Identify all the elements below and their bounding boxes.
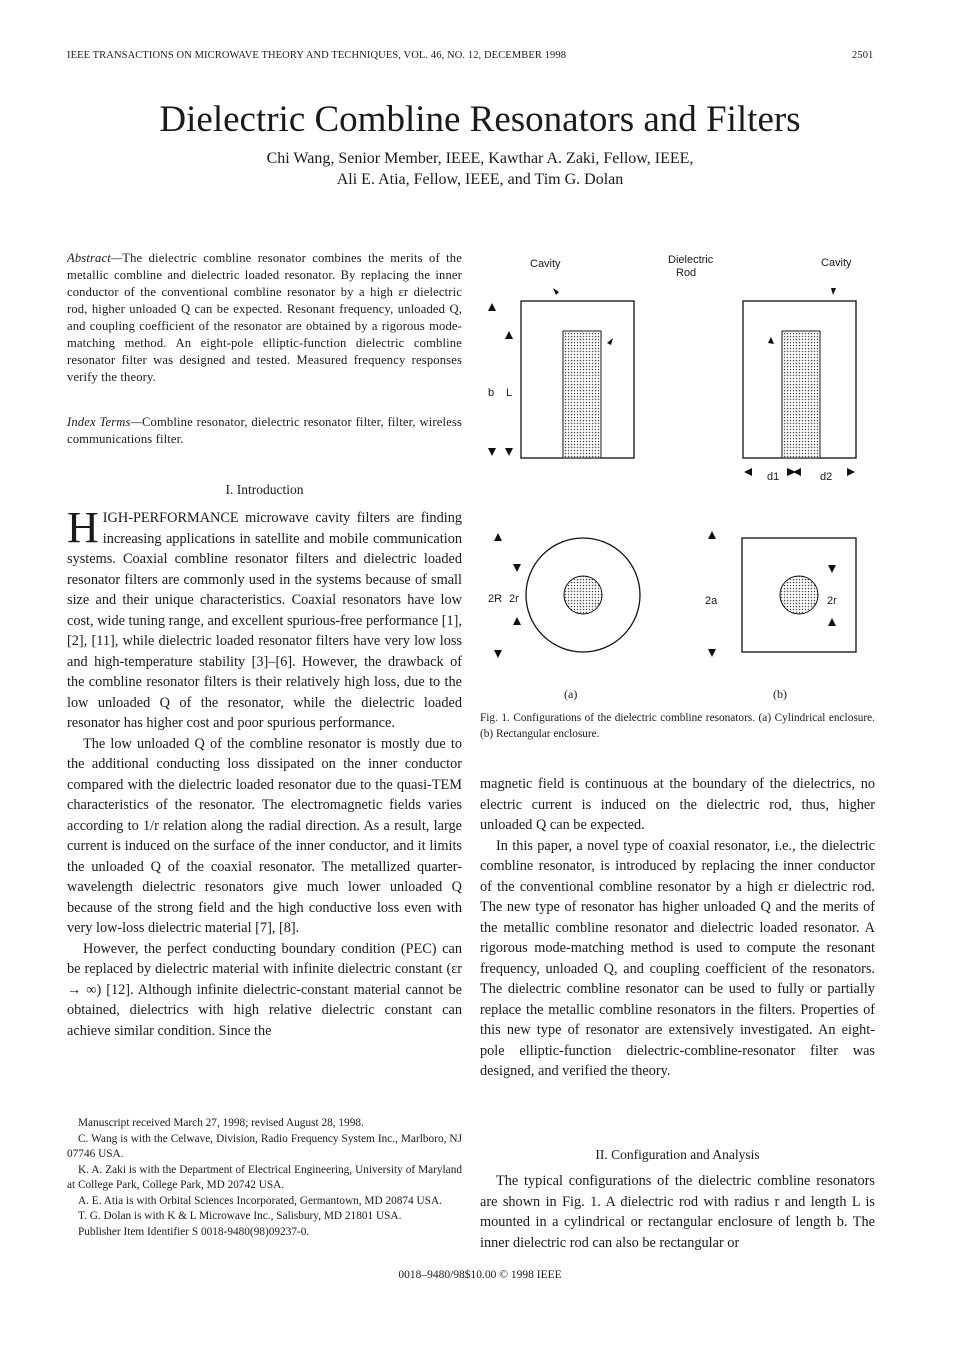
dim-arrow-b-top	[488, 303, 496, 311]
abstract-label: Abstract—	[67, 251, 123, 265]
dim-arrow-L-bottom	[505, 448, 513, 456]
rod-a-side	[563, 331, 601, 458]
dim-arrow-2r-a-top	[513, 564, 521, 572]
sublabel-b: (b)	[773, 687, 787, 701]
footnote-wang: C. Wang is with the Celwave, Division, Radio Frequency System Inc., Marlboro, NJ 07746 USA.	[67, 1132, 462, 1160]
abstract-text: The dielectric combline resonator combines the merits of the metallic combline and dielectric loaded resonator. By replacing the inner conductor of the conventional combline resonator by a high εr dielectric rod, higher unloaded Q can be expected. Resonant frequency, unloaded Q, and coupling coefficient of the resonator are obtained by a rigorous mode-matching method. An eight-pole elliptic-function dielectric combline resonator filter was designed and tested. Measured frequency responses verify the theory.	[67, 251, 462, 384]
page-number: 2501	[852, 50, 874, 61]
dim-arrow-b-bottom	[488, 448, 496, 456]
intro-paragraph-2: The low unloaded Q of the combline resonator is mostly due to the additional conducting loss dissipated on the inner conductor compared with the dielectric loaded resonator due to the quasi-TEM characteristics of the resonator. The electromagnetic fields varies according to 1/r relation along the radial direction. As a result, large current is induced on the surface of the inner conductor, and it limits the unloaded Q of the coaxial resonator. The metallized quarter-wavelength dielectric resonators give much lower unloaded Q because of the strong field and the high conductive loss even with very low-loss dielectric material [7], [8].	[67, 735, 462, 936]
dim-arrow-2a-bottom	[708, 649, 716, 657]
label-d2: d2	[820, 471, 833, 483]
dim-arrow-d2-right	[847, 468, 855, 476]
label-d1: d1	[767, 471, 780, 483]
pointer-arrow-rod-a	[607, 338, 613, 345]
abstract	[67, 250, 462, 386]
dim-arrow-2R-top	[494, 533, 502, 541]
drop-cap: H	[67, 503, 99, 552]
running-header: IEEE TRANSACTIONS ON MICROWAVE THEORY AND TECHNIQUES, VOL. 46, NO. 12, DECEMBER 1998	[67, 50, 567, 61]
intro-p1-text: IGH-PERFORMANCE microwave cavity filters are finding increasing applications in satellite and mobile communication systems. Coaxial combline resonator filters and dielectric loaded resonator filters are commonly used in the systems because of small size and their unique characteristics. Coaxial resonators have low cost, wide tuning range, and excellent spurious-free performance [1], [2], [11], while dielectric loaded resonator filters have very low loss and high-temperature stability [3]–[6]. However, the drawback of the combline resonator filters is their relatively high loss, due to the low unloaded Q of the resonator, while the dielectric loaded resonator has higher cost and poor spurious performance.	[67, 510, 462, 731]
pointer-arrow-rod-b	[768, 337, 774, 344]
label-L: L	[506, 387, 513, 399]
dim-arrow-2a-top	[708, 531, 716, 539]
label-2a: 2a	[705, 595, 718, 607]
right-paragraph-1: In this paper, a novel type of coaxial resonator, i.e., the dielectric combline resonator, is introduced by replacing the inner conductor of the conventional combline resonator by a high εr dielectric rod. The new type of resonator has higher unloaded Q and the merits of the metallic combline resonator and dielectric loaded resonator. A rigorous mode-matching method is used to compute the resonant frequency, unloaded Q, and coupling coefficient of the resonators. The dielectric combline resonator can be used to fully or partially replace the metallic combline resonators in the filters. Properties of this new type of resonator are extensively investigated. An eight-pole elliptic-function dielectric-combline-resonator filter was designed, and verified the theory.	[480, 837, 875, 1079]
intro-paragraph-1	[67, 503, 462, 734]
sublabel-a: (a)	[564, 687, 578, 701]
dim-arrow-2r-b-bottom	[828, 618, 836, 626]
pointer-arrow-cavity-left	[553, 288, 559, 295]
authors-line-1: Chi Wang, Senior Member, IEEE, Kawthar A. Zaki, Fellow, IEEE,	[266, 150, 694, 167]
index-terms	[67, 414, 462, 448]
rod-b-side	[782, 331, 820, 458]
footnote-zaki: K. A. Zaki is with the Department of Electrical Engineering, University of Maryland at College Park, College Park, MD 20742 USA.	[67, 1163, 462, 1191]
paper-title: Dielectric Combline Resonators and Filters	[159, 99, 801, 140]
section2-body	[480, 1171, 875, 1253]
footnote-publisher-id: Publisher Item Identifier S 0018-9480(98)09237-0.	[78, 1225, 310, 1238]
dim-arrow-d1-left	[744, 468, 752, 476]
footnote-dolan: T. G. Dolan is with K & L Microwave Inc., Salisbury, MD 21801 USA.	[78, 1210, 402, 1222]
footnote-received: Manuscript received March 27, 1998; revised August 28, 1998.	[78, 1117, 364, 1129]
label-rod: Rod	[676, 267, 697, 279]
section-heading-configuration: II. Configuration and Analysis	[595, 1147, 760, 1162]
intro-paragraph-3: However, the perfect conducting boundary condition (PEC) can be replaced by dielectric material with infinite dielectric constant (εr → ∞) [12]. Although infinite dielectric-constant material cannot be obtained, dielectrics with high relative dielectric constant can achieve similar condition. Since the	[67, 940, 462, 1039]
dim-arrow-2r-a-bottom	[513, 617, 521, 625]
footnote-atia: A. E. Atia is with Orbital Sciences Incorporated, Germantown, MD 20874 USA.	[78, 1194, 442, 1207]
label-2r-b: 2r	[827, 595, 837, 607]
dim-arrow-L-top	[505, 331, 513, 339]
right-paragraph-continued: magnetic field is continuous at the boundary of the dielectrics, no electric current is induced on the dielectric rod, thus, higher unloaded Q can be expected.	[480, 776, 875, 833]
section-heading-introduction: I. Introduction	[225, 482, 304, 497]
label-b: b	[488, 387, 495, 399]
figure-1-caption: Fig. 1. Configurations of the dielectric combline resonators. (a) Cylindrical enclosure. (b) Rectangular enclosure.	[480, 712, 875, 740]
authors-line-2: Ali E. Atia, Fellow, IEEE, and Tim G. Dolan	[336, 171, 624, 188]
figure-1-diagram	[480, 248, 880, 708]
footnotes	[67, 1116, 462, 1240]
section2-paragraph-1: The typical configurations of the dielectric combline resonators are shown in Fig. 1. A dielectric rod with radius r and length L is mounted in a cylindrical or rectangular enclosure of length b. The inner dielectric rod can also be rectangular or	[480, 1173, 875, 1251]
index-terms-text: Combline resonator, dielectric resonator filter, filter, wireless communications filter.	[67, 415, 462, 446]
dim-arrow-d2-left	[793, 468, 801, 476]
dim-arrow-2r-b-top	[828, 565, 836, 573]
rod-b-top	[780, 576, 818, 614]
intro-body	[67, 503, 462, 1041]
label-2R: 2R	[488, 593, 503, 605]
copyright-line: 0018–9480/98$10.00 © 1998 IEEE	[398, 1269, 562, 1281]
rod-a-top	[564, 576, 602, 614]
label-cavity-left: Cavity	[530, 258, 561, 270]
pointer-arrow-cavity-right	[831, 288, 836, 295]
label-cavity-right: Cavity	[821, 257, 852, 269]
right-column-body	[480, 774, 875, 1082]
label-2r-a: 2r	[509, 593, 519, 605]
label-dielectric: Dielectric	[668, 254, 714, 266]
dim-arrow-2R-bottom	[494, 650, 502, 658]
index-terms-label: Index Terms—	[67, 415, 142, 429]
